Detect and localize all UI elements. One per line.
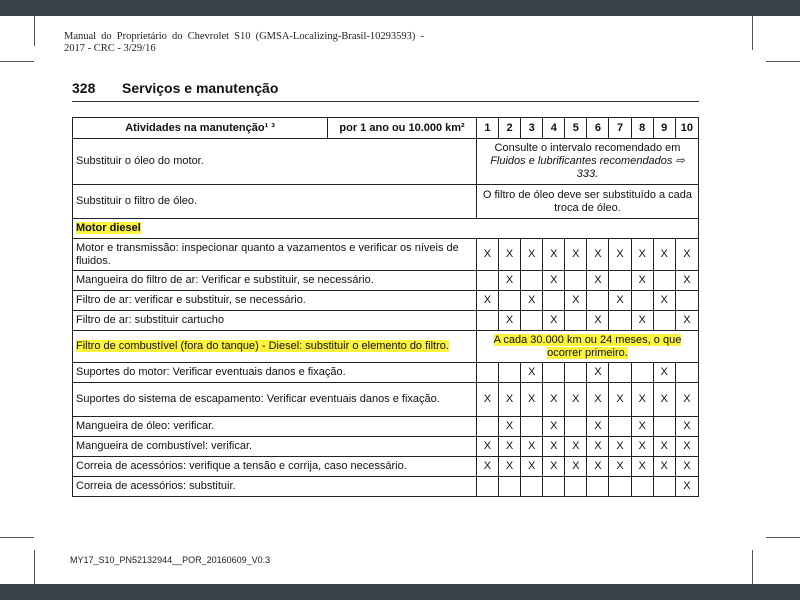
section-row: [73, 219, 699, 239]
activity-cell: [73, 185, 477, 219]
activity-label: Motor e transmissão: inspecionar quanto a vazamentos e verificar os níveis de fluidos.: [76, 241, 459, 267]
activity-label: Suportes do sistema de escapamento: Verificar eventuais danos e fixação.: [76, 393, 440, 405]
interval-mark-4: X: [543, 311, 565, 331]
note-before: Consulte o intervalo recomendado em: [494, 142, 681, 154]
activity-cell: [73, 383, 477, 417]
activity-label: Mangueira do filtro de ar: Verificar e substituir, se necessário.: [76, 274, 374, 286]
interval-mark-5: [565, 417, 587, 437]
interval-mark-8: X: [631, 383, 653, 417]
interval-header-6: 6: [587, 118, 609, 139]
interval-mark-7: X: [609, 239, 631, 271]
interval-mark-10: [675, 291, 698, 311]
crop-mark: [0, 61, 34, 62]
interval-mark-10: X: [675, 477, 698, 497]
interval-mark-2: X: [499, 417, 521, 437]
interval-mark-4: X: [543, 239, 565, 271]
interval-mark-9: X: [653, 291, 675, 311]
interval-mark-10: X: [675, 311, 698, 331]
interval-mark-4: [543, 291, 565, 311]
activity-label: Filtro de ar: verificar e substituir, se necessário.: [76, 294, 306, 306]
table-row: [73, 477, 699, 497]
table-row: [73, 239, 699, 271]
interval-header: por 1 ano ou 10.000 km²: [328, 118, 477, 139]
note-italic: Fluidos e lubrificantes recomendados: [490, 155, 673, 167]
interval-mark-5: [565, 477, 587, 497]
interval-mark-4: [543, 363, 565, 383]
table-row: [73, 185, 699, 219]
interval-mark-2: [499, 363, 521, 383]
bottom-bar: [0, 584, 800, 600]
interval-mark-7: [609, 417, 631, 437]
interval-mark-6: X: [587, 271, 609, 291]
interval-mark-9: X: [653, 363, 675, 383]
interval-mark-3: [521, 311, 543, 331]
interval-mark-9: [653, 271, 675, 291]
interval-mark-3: X: [521, 363, 543, 383]
interval-mark-9: [653, 417, 675, 437]
page-number: 328: [72, 80, 96, 96]
interval-header-7: 7: [609, 118, 631, 139]
footer-code: MY17_S10_PN52132944__POR_20160609_V0.3: [70, 555, 271, 565]
activity-cell: [73, 139, 477, 185]
interval-mark-10: X: [675, 437, 698, 457]
interval-mark-7: X: [609, 457, 631, 477]
interval-mark-4: X: [543, 457, 565, 477]
section-label: Motor diesel: [76, 222, 141, 234]
activity-cell: [73, 311, 477, 331]
interval-mark-6: X: [587, 363, 609, 383]
interval-mark-6: X: [587, 383, 609, 417]
interval-mark-8: X: [631, 457, 653, 477]
section-title: Serviços e manutenção: [122, 80, 279, 96]
interval-mark-4: X: [543, 417, 565, 437]
interval-mark-2: [499, 291, 521, 311]
note-ref: ⇨ 333.: [576, 155, 685, 180]
interval-header-3: 3: [521, 118, 543, 139]
interval-mark-7: X: [609, 437, 631, 457]
interval-mark-2: X: [499, 271, 521, 291]
activity-cell: [73, 331, 477, 363]
interval-mark-6: [587, 477, 609, 497]
interval-mark-5: X: [565, 457, 587, 477]
interval-mark-8: [631, 477, 653, 497]
interval-note-cell: [476, 331, 698, 363]
interval-mark-7: X: [609, 291, 631, 311]
table-row: [73, 139, 699, 185]
interval-header-4: 4: [543, 118, 565, 139]
interval-mark-5: [565, 311, 587, 331]
interval-mark-3: [521, 271, 543, 291]
interval-mark-7: [609, 311, 631, 331]
activity-label: Mangueira de óleo: verificar.: [76, 420, 215, 432]
table-row: [73, 291, 699, 311]
activity-cell: [73, 363, 477, 383]
crop-mark: [766, 537, 800, 538]
activity-label: Mangueira de combustível: verificar.: [76, 440, 253, 452]
activity-label: Correia de acessórios: verifique a tensão e corrija, caso necessário.: [76, 460, 407, 472]
interval-mark-8: X: [631, 271, 653, 291]
interval-note-cell: [476, 139, 698, 185]
interval-mark-1: [476, 417, 498, 437]
interval-mark-2: X: [499, 457, 521, 477]
interval-mark-3: X: [521, 239, 543, 271]
crop-mark: [34, 550, 35, 584]
interval-mark-9: [653, 311, 675, 331]
interval-note-cell: [476, 185, 698, 219]
interval-mark-1: X: [476, 239, 498, 271]
interval-mark-5: X: [565, 437, 587, 457]
activity-label: Filtro de combustível (fora do tanque) - Diesel: substituir o elemento do filtro.: [76, 340, 449, 352]
interval-mark-10: [675, 363, 698, 383]
interval-mark-9: X: [653, 457, 675, 477]
table-row: [73, 331, 699, 363]
table-row: [73, 437, 699, 457]
crop-mark: [752, 550, 753, 584]
table-row: [73, 271, 699, 291]
interval-mark-1: X: [476, 437, 498, 457]
crop-mark: [752, 16, 753, 50]
interval-mark-8: [631, 363, 653, 383]
interval-note: O filtro de óleo deve ser substituído a cada troca de óleo.: [482, 188, 693, 214]
activity-cell: [73, 437, 477, 457]
document-meta: Manual do Proprietário do Chevrolet S10 (GMSA-Localizing-Brasil-10293593) - 2017 - CRC - 3/29/16: [64, 31, 424, 54]
table-row: [73, 383, 699, 417]
activity-cell: [73, 239, 477, 271]
activity-label: Filtro de ar: substituir cartucho: [76, 314, 224, 326]
activity-cell: [73, 271, 477, 291]
interval-mark-7: [609, 363, 631, 383]
interval-header-2: 2: [499, 118, 521, 139]
interval-mark-6: X: [587, 437, 609, 457]
interval-mark-1: X: [476, 291, 498, 311]
interval-mark-8: X: [631, 417, 653, 437]
activity-cell: [73, 457, 477, 477]
interval-mark-2: X: [499, 437, 521, 457]
interval-mark-5: X: [565, 291, 587, 311]
table-row: [73, 457, 699, 477]
activity-label: Correia de acessórios: substituir.: [76, 480, 236, 492]
interval-mark-10: X: [675, 271, 698, 291]
interval-mark-9: [653, 477, 675, 497]
interval-mark-3: X: [521, 383, 543, 417]
interval-mark-5: [565, 363, 587, 383]
crop-mark: [766, 61, 800, 62]
interval-mark-5: X: [565, 383, 587, 417]
interval-mark-10: X: [675, 383, 698, 417]
interval-mark-5: [565, 271, 587, 291]
activity-label: Substituir o filtro de óleo.: [76, 195, 198, 207]
activity-cell: [73, 291, 477, 311]
table-row: [73, 417, 699, 437]
interval-note: A cada 30.000 km ou 24 meses, o que ocorrer primeiro.: [493, 333, 682, 359]
table-row: [73, 363, 699, 383]
interval-mark-9: X: [653, 437, 675, 457]
interval-mark-1: [476, 477, 498, 497]
interval-mark-1: X: [476, 457, 498, 477]
interval-mark-5: X: [565, 239, 587, 271]
interval-mark-3: [521, 477, 543, 497]
interval-mark-6: X: [587, 417, 609, 437]
interval-mark-7: X: [609, 383, 631, 417]
interval-mark-7: [609, 477, 631, 497]
interval-mark-6: X: [587, 311, 609, 331]
activity-cell: [73, 477, 477, 497]
interval-mark-3: [521, 417, 543, 437]
interval-mark-2: [499, 477, 521, 497]
crop-mark: [0, 537, 34, 538]
interval-mark-8: X: [631, 239, 653, 271]
interval-mark-4: X: [543, 271, 565, 291]
interval-mark-1: [476, 271, 498, 291]
interval-header-8: 8: [631, 118, 653, 139]
interval-mark-1: [476, 363, 498, 383]
interval-mark-3: X: [521, 457, 543, 477]
interval-header-5: 5: [565, 118, 587, 139]
crop-mark: [34, 16, 35, 46]
interval-header-1: 1: [476, 118, 498, 139]
interval-mark-8: X: [631, 437, 653, 457]
interval-mark-2: X: [499, 239, 521, 271]
interval-mark-10: X: [675, 457, 698, 477]
top-bar: [0, 0, 800, 16]
interval-mark-1: [476, 311, 498, 331]
interval-mark-8: X: [631, 311, 653, 331]
header-rule: [72, 101, 699, 102]
table-row: [73, 311, 699, 331]
maintenance-table: [72, 117, 699, 497]
interval-header-10: 10: [675, 118, 698, 139]
interval-mark-10: X: [675, 239, 698, 271]
interval-mark-6: X: [587, 457, 609, 477]
interval-mark-3: X: [521, 291, 543, 311]
interval-mark-8: [631, 291, 653, 311]
interval-mark-9: X: [653, 239, 675, 271]
interval-mark-4: [543, 477, 565, 497]
interval-mark-7: [609, 271, 631, 291]
interval-mark-2: X: [499, 383, 521, 417]
interval-mark-6: [587, 291, 609, 311]
interval-mark-3: X: [521, 437, 543, 457]
interval-mark-4: X: [543, 383, 565, 417]
activity-label: Substituir o óleo do motor.: [76, 155, 204, 167]
table-header-row: [73, 118, 699, 139]
activity-label: Suportes do motor: Verificar eventuais danos e fixação.: [76, 366, 346, 378]
interval-mark-6: X: [587, 239, 609, 271]
interval-mark-2: X: [499, 311, 521, 331]
interval-header-9: 9: [653, 118, 675, 139]
interval-mark-1: X: [476, 383, 498, 417]
activity-header: Atividades na manutenção¹ ³: [73, 118, 328, 139]
section-cell: [73, 219, 699, 239]
interval-mark-10: X: [675, 417, 698, 437]
interval-mark-9: X: [653, 383, 675, 417]
activity-cell: [73, 417, 477, 437]
interval-mark-4: X: [543, 437, 565, 457]
